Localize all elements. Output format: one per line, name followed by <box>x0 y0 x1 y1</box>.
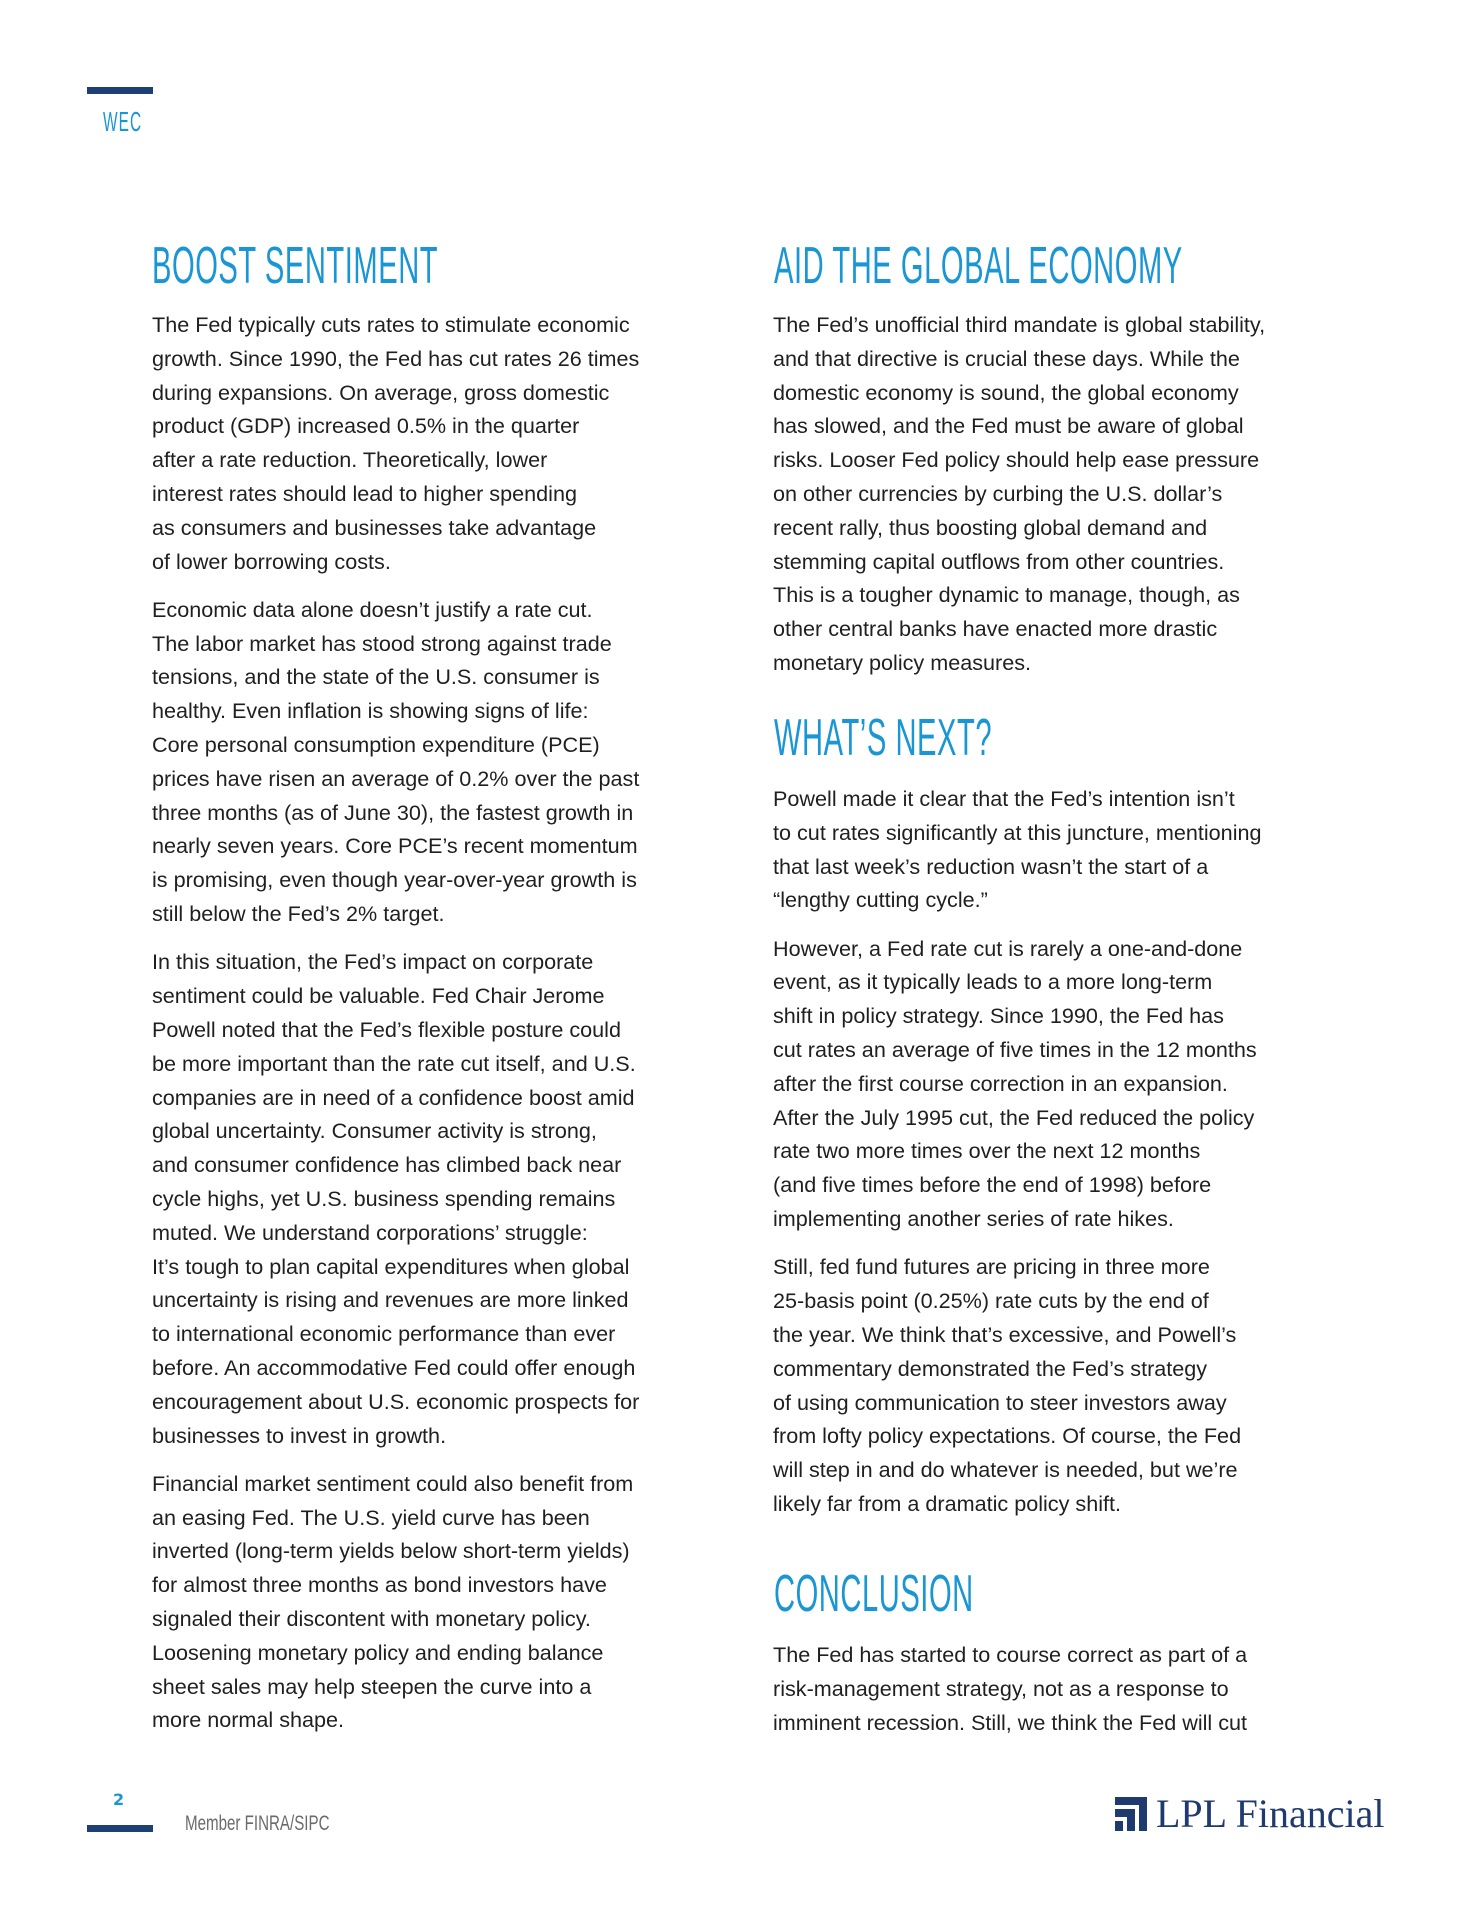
paragraph <box>152 593 722 931</box>
text-line: to international economic performance than ever <box>152 1321 616 1347</box>
text-line: still below the Fed’s 2% target. <box>152 901 445 927</box>
text-line: likely far from a dramatic policy shift. <box>773 1490 1121 1516</box>
text-line: as consumers and businesses take advantage <box>152 514 597 540</box>
text-line: of using communication to steer investors away <box>773 1389 1227 1415</box>
text-line: three months (as of June 30), the fastest growth in <box>152 799 634 825</box>
text-line: on other currencies by curbing the U.S. dollar’s <box>773 480 1223 506</box>
text-line: is promising, even though year-over-year growth is <box>152 867 637 893</box>
text-line: encouragement about U.S. economic prospects for <box>152 1388 640 1414</box>
text-line: 25-basis point (0.25%) rate cuts by the end of <box>773 1288 1209 1314</box>
text-line: product (GDP) increased 0.5% in the quarter <box>152 413 580 439</box>
text-line: The Fed’s unofficial third mandate is global stability, <box>773 312 1266 337</box>
text-line: recent rally, thus boosting global demand and <box>773 514 1208 540</box>
text-line: After the July 1995 cut, the Fed reduced the policy <box>773 1104 1255 1130</box>
text-line: It’s tough to plan capital expenditures when global <box>152 1253 630 1279</box>
text-line: stemming capital outflows from other countries. <box>773 548 1225 574</box>
paragraph <box>773 1250 1343 1520</box>
text-line: shift in policy strategy. Since 1990, the Fed has <box>773 1003 1224 1029</box>
text-line: sentiment could be valuable. Fed Chair Jerome <box>152 983 605 1009</box>
text-line: healthy. Even inflation is showing signs of life: <box>152 698 589 724</box>
page-number: 2 <box>113 1790 125 1809</box>
paragraph <box>152 945 722 1452</box>
text-line: global uncertainty. Consumer activity is strong, <box>152 1118 597 1144</box>
heading-aid-global-economy: AID THE GLOBAL ECONOMY <box>774 237 1183 295</box>
text-line: from lofty policy expectations. Of course, the Fed <box>773 1423 1242 1449</box>
text-line: The Fed typically cuts rates to stimulate economic <box>152 312 630 337</box>
heading-conclusion: CONCLUSION <box>774 1565 974 1623</box>
text-line: (and five times before the end of 1998) before <box>773 1172 1212 1198</box>
text-line: during expansions. On average, gross domestic <box>152 379 610 405</box>
text-line: that last week’s reduction wasn’t the start of a <box>773 853 1209 879</box>
heading-boost-sentiment: BOOST SENTIMENT <box>152 237 439 295</box>
text-line: risk-management strategy, not as a response to <box>773 1675 1229 1701</box>
section-label: WEC <box>103 106 143 137</box>
header-rule <box>87 87 153 94</box>
text-line: has slowed, and the Fed must be aware of global <box>773 413 1244 439</box>
text-line: other central banks have enacted more drastic <box>773 616 1218 642</box>
paragraph <box>773 1638 1343 1739</box>
text-line: will step in and do whatever is needed, but we’re <box>773 1457 1238 1483</box>
text-line: The labor market has stood strong against trade <box>152 630 612 656</box>
text-line: cut rates an average of five times in the 12 months <box>773 1037 1257 1063</box>
text-line: Loosening monetary policy and ending balance <box>152 1639 604 1665</box>
text-line: for almost three months as bond investors have <box>152 1572 607 1598</box>
conclusion-body <box>773 1638 1343 1754</box>
text-line: The Fed has started to course correct as part of a <box>773 1642 1248 1667</box>
text-line: muted. We understand corporations’ struggle: <box>152 1219 588 1245</box>
aid-global-economy-body <box>773 308 1343 694</box>
logo-wordmark: LPL Financial <box>1156 1791 1385 1836</box>
paragraph <box>773 308 1343 680</box>
text-line: more normal shape. <box>152 1707 345 1733</box>
text-line: cycle highs, yet U.S. business spending remains <box>152 1185 616 1211</box>
text-line: “lengthy cutting cycle.” <box>773 887 988 913</box>
text-line: growth. Since 1990, the Fed has cut rates 26 times <box>152 345 640 371</box>
text-line: Core personal consumption expenditure (PCE) <box>152 732 600 758</box>
text-line: monetary policy measures. <box>773 649 1032 675</box>
finra-disclosure: Member FINRA/SIPC <box>185 1812 330 1835</box>
whats-next-body <box>773 782 1343 1535</box>
lpl-logo-mark-icon <box>1115 1797 1147 1831</box>
text-line: be more important than the rate cut itself, and U.S. <box>152 1050 636 1076</box>
lpl-financial-logo <box>1115 1791 1385 1836</box>
text-line: and that directive is crucial these days. While the <box>773 345 1240 371</box>
text-line: Financial market sentiment could also benefit from <box>152 1470 634 1496</box>
text-line: uncertainty is rising and revenues are more linked <box>152 1287 629 1313</box>
text-line: rate two more times over the next 12 months <box>773 1138 1201 1164</box>
paragraph <box>773 782 1343 917</box>
text-line: an easing Fed. The U.S. yield curve has been <box>152 1504 590 1530</box>
text-line: interest rates should lead to higher spending <box>152 480 577 506</box>
paragraph <box>152 1467 722 1737</box>
text-line: event, as it typically leads to a more long-term <box>773 969 1213 995</box>
text-line: implementing another series of rate hikes. <box>773 1206 1174 1232</box>
text-line: tensions, and the state of the U.S. consumer is <box>152 664 600 690</box>
text-line: companies are in need of a confidence boost amid <box>152 1084 635 1110</box>
text-line: of lower borrowing costs. <box>152 548 391 574</box>
text-line: the year. We think that’s excessive, and Powell’s <box>773 1321 1237 1347</box>
text-line: nearly seven years. Core PCE’s recent momentum <box>152 833 638 859</box>
text-line: inverted (long-term yields below short-term yields) <box>152 1538 630 1564</box>
text-line: and consumer confidence has climbed back near <box>152 1152 622 1178</box>
text-line: Powell made it clear that the Fed’s intention isn’t <box>773 786 1235 811</box>
text-line: businesses to invest in growth. <box>152 1422 447 1448</box>
text-line: to cut rates significantly at this juncture, mentioning <box>773 819 1262 845</box>
text-line: signaled their discontent with monetary policy. <box>152 1605 591 1631</box>
text-line: Powell noted that the Fed’s flexible posture could <box>152 1016 621 1042</box>
text-line: after the first course correction in an expansion. <box>773 1070 1228 1096</box>
heading-whats-next: WHAT’S NEXT? <box>774 709 993 767</box>
text-line: risks. Looser Fed policy should help ease pressure <box>773 447 1260 473</box>
paragraph <box>773 932 1343 1236</box>
text-line: domestic economy is sound, the global economy <box>773 379 1239 405</box>
text-line: In this situation, the Fed’s impact on corporate <box>152 949 594 975</box>
text-line: commentary demonstrated the Fed’s strategy <box>773 1355 1208 1381</box>
footer-rule <box>87 1825 153 1832</box>
text-line: after a rate reduction. Theoretically, lower <box>152 447 548 473</box>
left-column-body <box>152 308 722 1752</box>
text-line: Economic data alone doesn’t justify a rate cut. <box>152 596 593 622</box>
text-line: This is a tougher dynamic to manage, though, as <box>773 582 1240 608</box>
text-line: imminent recession. Still, we think the Fed will cut <box>773 1709 1248 1735</box>
text-line: However, a Fed rate cut is rarely a one-and-done <box>773 935 1243 961</box>
text-line: prices have risen an average of 0.2% over the past <box>152 765 640 791</box>
text-line: before. An accommodative Fed could offer enough <box>152 1354 636 1380</box>
text-line: sheet sales may help steepen the curve into a <box>152 1673 592 1699</box>
text-line: Still, fed fund futures are pricing in three more <box>773 1254 1210 1280</box>
paragraph <box>152 308 722 578</box>
